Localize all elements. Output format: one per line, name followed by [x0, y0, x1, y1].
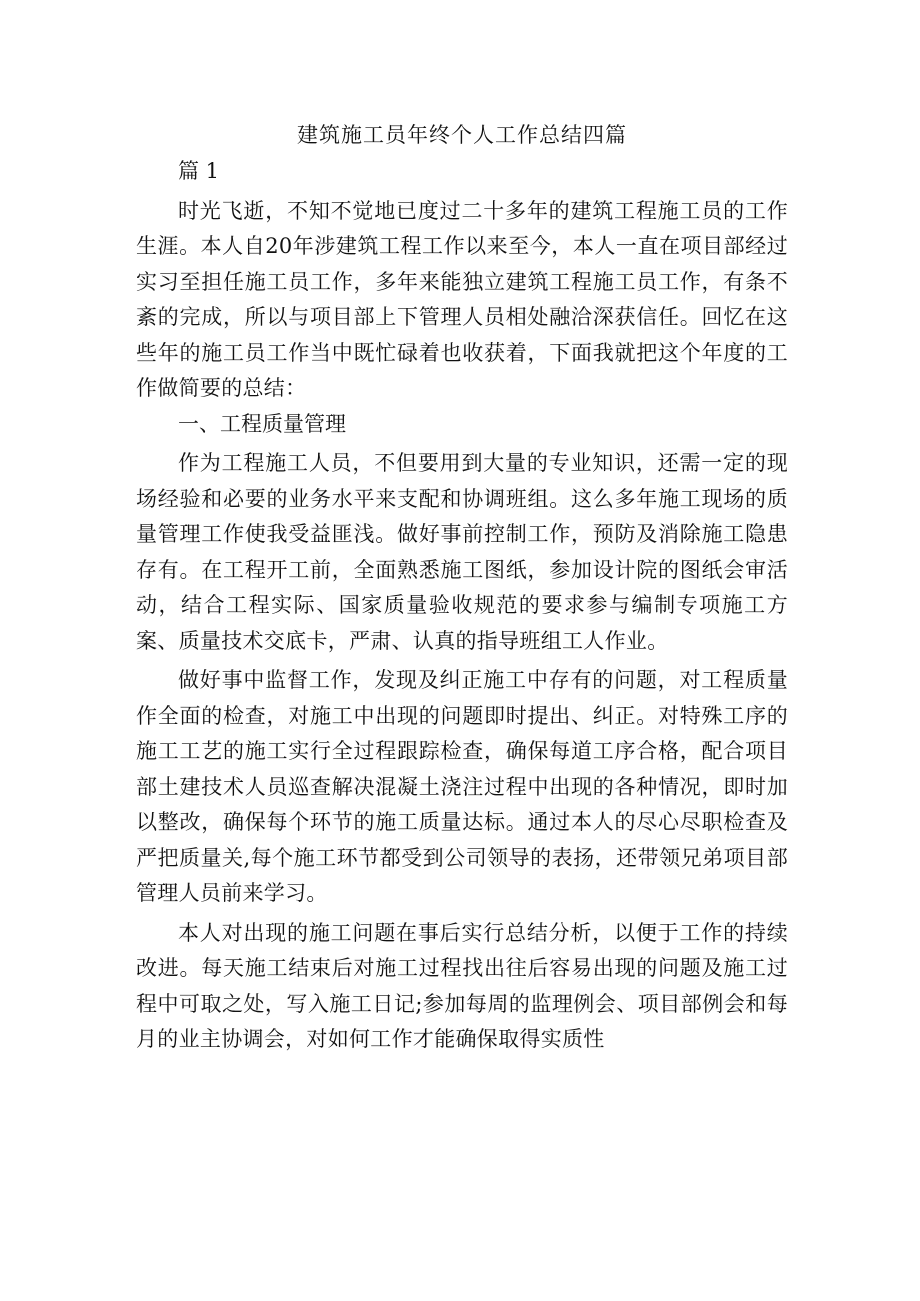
paragraph-quality-2: 做好事中监督工作，发现及纠正施工中存有的问题，对工程质量作全面的检查，对施工中出现的问题即时提出、纠正。对特殊工序的施工工艺的施工实行全过程跟踪检查，确保每道工序合格，配合项目部土建技术人员巡查解决混凝土浇注过程中出现的各种情况，即时加以整改，确保每个环节的施工质量达标。通过本人的尽心尽职检查及严把质量关,每个施工环节都受到公司领导的表扬，还带领兄弟项目部管理人员前来学习。	[136, 668, 788, 905]
paragraph-intro: 时光飞逝，不知不觉地已度过二十多年的建筑工程施工员的工作生涯。本人自20年涉建筑工程工作以来至今，本人一直在项目部经过实习至担任施工员工作，多年来能独立建筑工程施工员工作，有条不紊的完成，所以与项目部上下管理人员相处融洽深获信任。回忆在这些年的施工员工作当中既忙碌着也收获着，下面我就把这个年度的工作做简要的总结：	[136, 198, 788, 400]
document-content	[136, 118, 788, 1058]
document-title: 建筑施工员年终个人工作总结四篇	[297, 123, 627, 147]
section-heading-quality: 一、工程质量管理	[178, 411, 346, 436]
section-label: 篇 1	[178, 159, 220, 183]
paragraph-quality-1: 作为工程施工人员，不但要用到大量的专业知识，还需一定的现场经验和必要的业务水平来支配和协调班组。这么多年施工现场的质量管理工作使我受益匪浅。做好事前控制工作，预防及消除施工隐患存有。在工程开工前，全面熟悉施工图纸，参加设计院的图纸会审活动，结合工程实际、国家质量验收规范的要求参与编制专项施工方案、质量技术交底卡，严肃、认真的指导班组工人作业。	[136, 451, 788, 653]
paragraph-quality-3: 本人对出现的施工问题在事后实行总结分析，以便于工作的持续改进。每天施工结束后对施工过程找出往后容易出现的问题及施工过程中可取之处，写入施工日记;参加每周的监理例会、项目部例会和每月的业主协调会，对如何工作才能确保取得实质性	[136, 920, 788, 1051]
